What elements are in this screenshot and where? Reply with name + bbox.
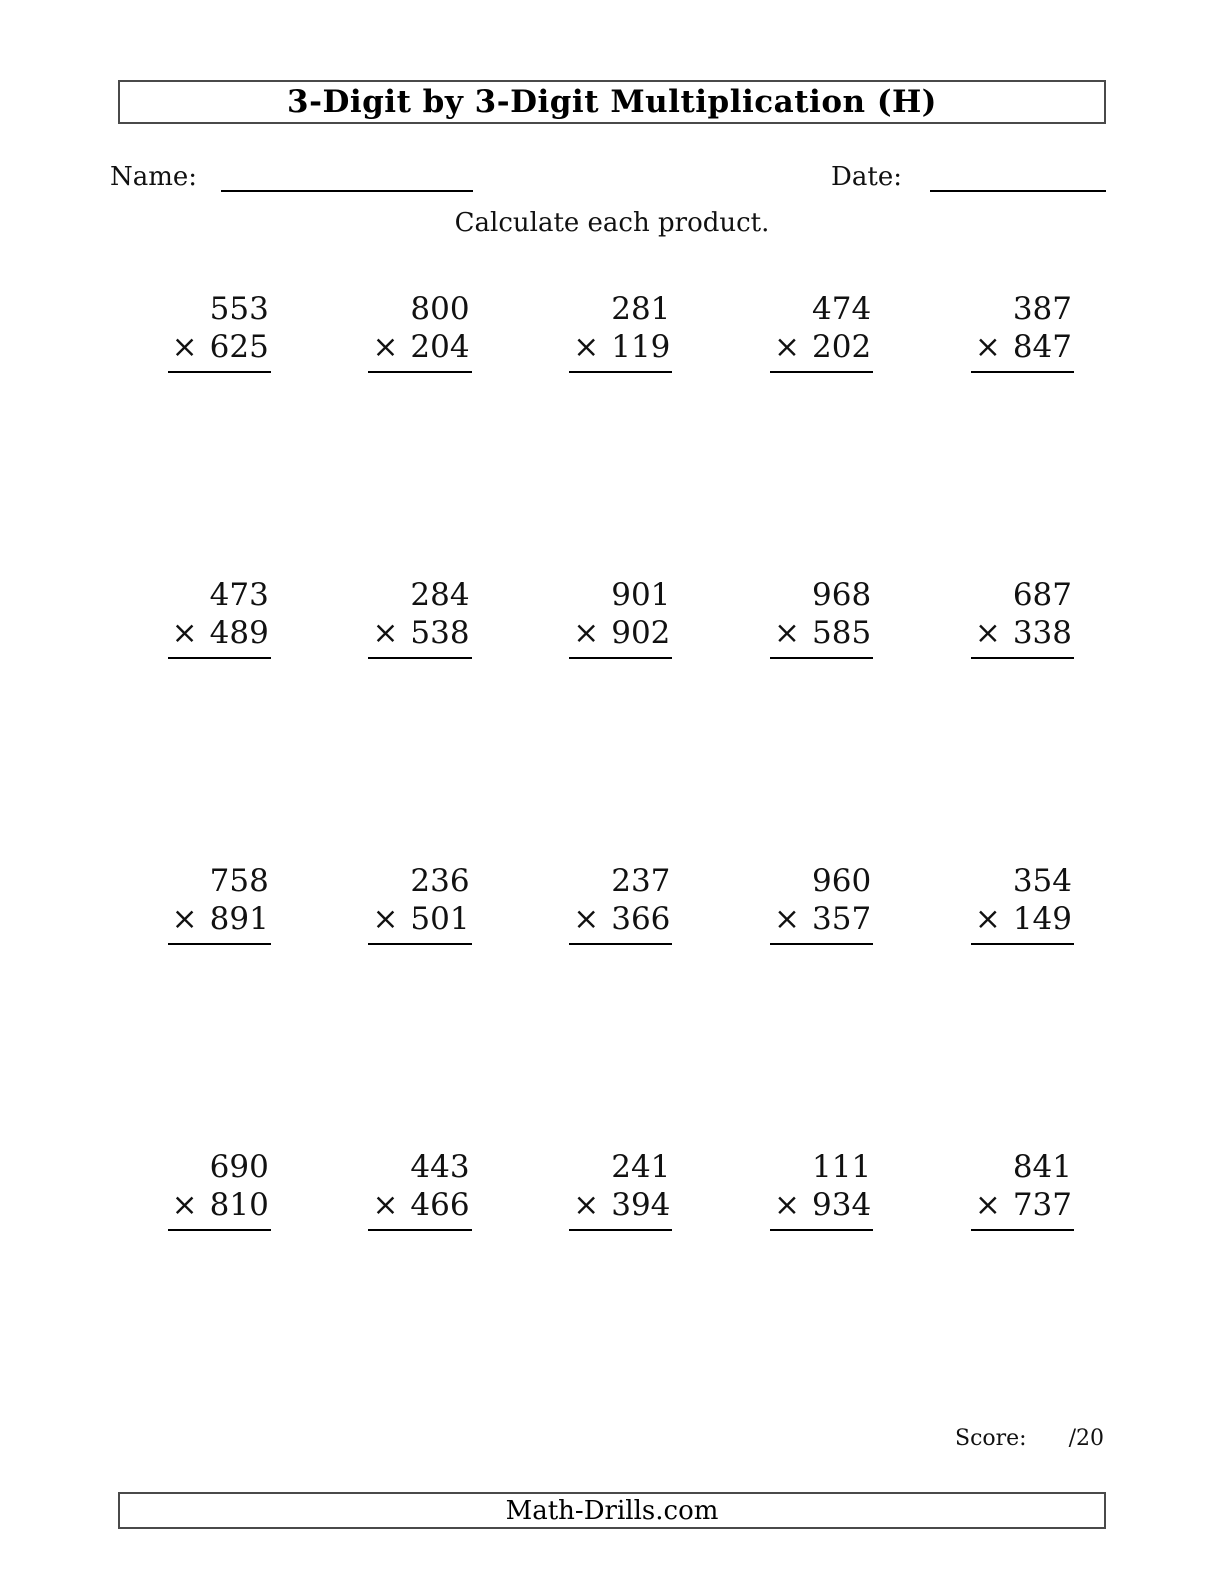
multiplicand: 111: [812, 1149, 872, 1185]
multiplier: 489: [209, 615, 269, 651]
date-blank-line: [930, 158, 1106, 192]
score-row: [0, 1426, 1104, 1454]
multiplier-row: [569, 1186, 672, 1231]
multiplicand: 960: [812, 863, 872, 899]
problem-15: [913, 862, 1114, 945]
footer-box: [118, 1492, 1106, 1529]
multiply-icon: ×: [171, 1187, 198, 1223]
problem-20: [913, 1148, 1114, 1231]
multiplier: 357: [812, 901, 872, 937]
multiply-icon: ×: [974, 901, 1001, 937]
multiplier-row: [569, 328, 672, 373]
multiplicand: 354: [1012, 863, 1072, 899]
multiplier-row: [770, 900, 873, 945]
multiply-icon: ×: [774, 615, 801, 651]
multiplier-row: [971, 900, 1074, 945]
problems-row-4: [110, 1148, 1114, 1231]
multiply-icon: ×: [974, 329, 1001, 365]
multiplier: 902: [611, 615, 671, 651]
multiply-icon: ×: [774, 329, 801, 365]
name-field: [110, 158, 473, 192]
multiplier: 847: [1012, 329, 1072, 365]
multiplier: 737: [1012, 1187, 1072, 1223]
problems-row-1: [110, 290, 1114, 373]
multiplicand: 284: [410, 577, 470, 613]
problem-5: [913, 290, 1114, 373]
problems-row-3: [110, 862, 1114, 945]
multiply-icon: ×: [573, 901, 600, 937]
multiplicand: 387: [1012, 291, 1072, 327]
multiplicand: 687: [1012, 577, 1072, 613]
problem-7: [311, 576, 512, 659]
multiplier: 204: [410, 329, 470, 365]
date-field: [831, 158, 1106, 192]
multiply-icon: ×: [372, 901, 399, 937]
problems-row-2: [110, 576, 1114, 659]
multiplier: 810: [209, 1187, 269, 1223]
multiplier: 466: [410, 1187, 470, 1223]
problem-3: [512, 290, 713, 373]
multiplicand: 473: [209, 577, 269, 613]
multiplier-row: [168, 900, 271, 945]
problem-1: [110, 290, 311, 373]
multiplicand: 800: [410, 291, 470, 327]
multiply-icon: ×: [774, 1187, 801, 1223]
multiply-icon: ×: [372, 329, 399, 365]
problem-2: [311, 290, 512, 373]
problem-4: [712, 290, 913, 373]
multiplier-row: [971, 328, 1074, 373]
multiplicand: 241: [611, 1149, 671, 1185]
multiplicand: 758: [209, 863, 269, 899]
multiply-icon: ×: [171, 615, 198, 651]
multiplier: 394: [611, 1187, 671, 1223]
problem-8: [512, 576, 713, 659]
problem-16: [110, 1148, 311, 1231]
multiplicand: 841: [1012, 1149, 1072, 1185]
date-label: Date:: [831, 162, 902, 192]
problem-9: [712, 576, 913, 659]
score-label: Score:: [955, 1426, 1027, 1451]
multiplier-row: [971, 1186, 1074, 1231]
multiplicand: 474: [812, 291, 872, 327]
multiplier-row: [368, 900, 471, 945]
multiplicand: 553: [209, 291, 269, 327]
multiplicand: 236: [410, 863, 470, 899]
multiply-icon: ×: [372, 615, 399, 651]
multiplier-row: [168, 614, 271, 659]
name-blank-line: [221, 158, 473, 192]
multiplier: 625: [209, 329, 269, 365]
problem-18: [512, 1148, 713, 1231]
multiplier-row: [368, 614, 471, 659]
multiplier: 934: [812, 1187, 872, 1223]
multiplier-row: [168, 1186, 271, 1231]
problem-6: [110, 576, 311, 659]
multiplier: 891: [209, 901, 269, 937]
multiplier: 585: [812, 615, 872, 651]
multiply-icon: ×: [171, 329, 198, 365]
multiplier-row: [971, 614, 1074, 659]
multiplicand: 281: [611, 291, 671, 327]
multiply-icon: ×: [171, 901, 198, 937]
multiplicand: 237: [611, 863, 671, 899]
problem-17: [311, 1148, 512, 1231]
multiplicand: 901: [611, 577, 671, 613]
multiplier-row: [770, 614, 873, 659]
multiplier-row: [368, 1186, 471, 1231]
score-value: /20: [1068, 1426, 1104, 1451]
multiplier: 149: [1012, 901, 1072, 937]
multiplier: 119: [611, 329, 671, 365]
multiplier: 338: [1012, 615, 1072, 651]
multiplicand: 968: [812, 577, 872, 613]
multiplier: 366: [611, 901, 671, 937]
problem-14: [712, 862, 913, 945]
multiplier: 501: [410, 901, 470, 937]
problem-11: [110, 862, 311, 945]
multiplicand: 690: [209, 1149, 269, 1185]
multiply-icon: ×: [573, 1187, 600, 1223]
multiplier-row: [168, 328, 271, 373]
multiplicand: 443: [410, 1149, 470, 1185]
problems-grid: [110, 290, 1114, 1231]
multiply-icon: ×: [573, 615, 600, 651]
problem-13: [512, 862, 713, 945]
problem-19: [712, 1148, 913, 1231]
multiplier: 202: [812, 329, 872, 365]
instruction-text: Calculate each product.: [454, 208, 770, 238]
multiply-icon: ×: [372, 1187, 399, 1223]
multiplier: 538: [410, 615, 470, 651]
multiplier-row: [770, 1186, 873, 1231]
name-date-row: [110, 154, 1106, 192]
multiplier-row: [368, 328, 471, 373]
multiply-icon: ×: [774, 901, 801, 937]
multiply-icon: ×: [974, 1187, 1001, 1223]
page-title: 3-Digit by 3-Digit Multiplication (H): [287, 84, 937, 120]
multiply-icon: ×: [573, 329, 600, 365]
footer-brand: Math-Drills.com: [505, 1495, 719, 1526]
name-label: Name:: [110, 162, 198, 192]
multiplier-row: [569, 900, 672, 945]
multiplier-row: [569, 614, 672, 659]
problem-12: [311, 862, 512, 945]
title-box: [118, 80, 1106, 124]
multiply-icon: ×: [974, 615, 1001, 651]
multiplier-row: [770, 328, 873, 373]
problem-10: [913, 576, 1114, 659]
